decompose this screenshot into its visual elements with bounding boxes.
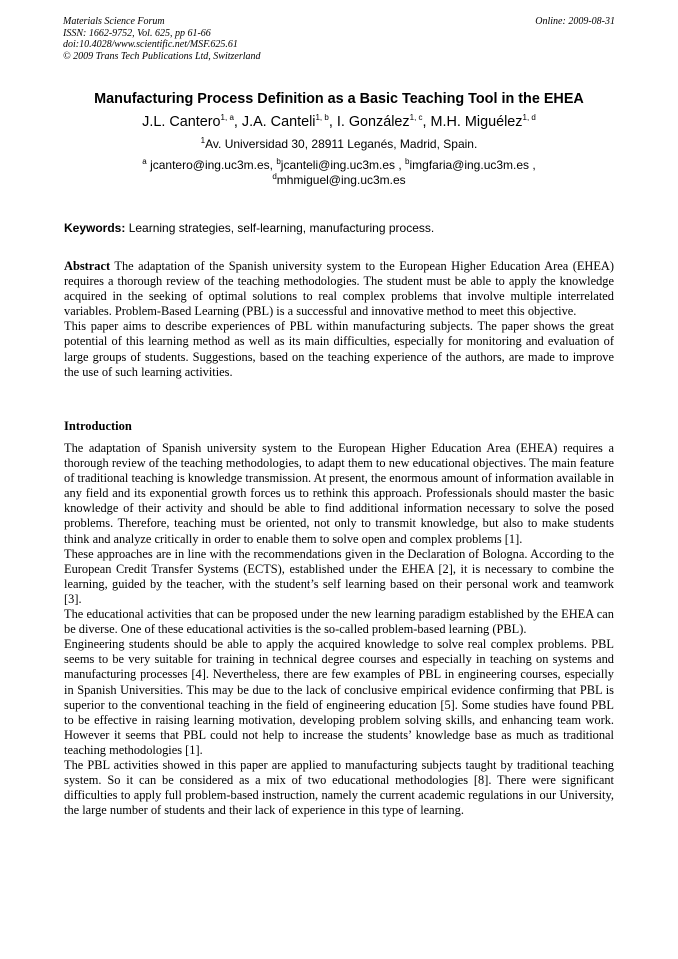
abstract-paragraph — [64, 259, 614, 319]
keywords-text: Learning strategies, self-learning, manufacturing process. — [128, 221, 435, 235]
author-name: J.L. Cantero — [142, 114, 221, 130]
author-name: J.A. Canteli — [241, 114, 316, 130]
keywords — [64, 221, 616, 235]
journal-issn: ISSN: 1662-9752, Vol. 625, pp 61-66 — [63, 27, 211, 39]
journal-name: Materials Science Forum — [63, 16, 165, 27]
author-sup: 1, d — [522, 113, 536, 123]
email-sup: d — [272, 172, 277, 181]
author-list: J.L. Cantero$^{1, a}$, J.A. Canteli$^{1, b}$, I. González$^{1, c}$, M.H. Miguélez$^{1, d}$ — [142, 113, 536, 130]
intro-paragraph: Engineering students should be able to apply the acquired knowledge to solve real complex problems. PBL seems to be very suitable for training in technical degree courses and especially in teaching on systems and manufacturing processes [4]. Nevertheless, there are few examples of PBL in engineering courses, especially in Spanish Universities. This may be due to the lack of conclusive empirical evidence confirming that PBL is superior to the conventional teaching in the field of engineering education [5]. Some studies have found PBL to be effective in raising learning motivation, developing problem solving skills, and enhancing team work. However it seems that PBL could not help to increase the students’ knowledge base as much as traditional teaching methodologies [1]. — [64, 637, 614, 757]
email-sup: b — [276, 157, 281, 166]
author-sup: 1, a — [220, 113, 234, 123]
affiliation — [30, 137, 648, 151]
email-address: jcantero@ing.uc3m.es, — [150, 158, 273, 172]
author-name: M.H. Miguélez — [430, 114, 523, 130]
paper-title: Manufacturing Process Definition as a Basic Teaching Tool in the EHEA — [94, 91, 584, 107]
author-sup: 1, c — [409, 113, 423, 123]
email-address: jcanteli@ing.uc3m.es , — [280, 158, 402, 172]
section-heading: Introduction — [64, 419, 132, 433]
email-list — [30, 158, 648, 188]
abstract-paragraph: This paper aims to describe experiences of PBL within manufacturing subjects. The paper shows the great potential of this learning method as well as its main difficulties, especially for monitoring and evaluation of large groups of students. Suggestions, based on the teaching experience of the authors, are made to improve the use of such learning activities. — [64, 319, 614, 379]
abstract-label: Abstract — [64, 259, 111, 273]
abstract — [64, 259, 614, 380]
intro-paragraph: The adaptation of Spanish university system to the European Higher Education Area (EHEA) requires a thorough review of the teaching methodologies, to adapt them to new educational objectives. The main feature of traditional teaching is knowledge transmission. At present, the enormous amount of information available in any field and its exponential growth forces us to rethink this approach. Professionals should master the basic knowledge of their activity and should be able to find additional information necessary to solve the posed problems. Therefore, teaching must be oriented, not only to transmit knowledge, but also to make students think and analyze critically in order to enable them to solve open and complex problems [1]. — [64, 441, 614, 546]
affiliation-text: Av. Universidad 30, 28911 Leganés, Madrid, Spain. — [205, 137, 478, 151]
abstract-text: The adaptation of the Spanish university system to the European Higher Education Area (EHEA) requires a thorough review of the teaching methodologies. The student must be able to apply the knowledge acquired in the seeking of optimal solutions to real complex problems that involve multiple interrelated variables. Problem-Based Learning (PBL) is a successful and innovative method to meet this objective. — [64, 259, 614, 319]
journal-header — [63, 16, 615, 62]
affiliation-sup: 1 — [200, 136, 206, 145]
introduction-body — [64, 441, 614, 818]
email-sup: b — [405, 157, 410, 166]
author-name: I. González — [336, 114, 410, 130]
intro-paragraph: These approaches are in line with the recommendations given in the Declaration of Bologna. According to the European Credit Transfer Systems (ECTS), established under the EHEA [2], it is necessary to combine the learning, guided by the teacher, with the student’s self learning based on their personal work and teamwork [3]. — [64, 546, 614, 606]
journal-copyright: © 2009 Trans Tech Publications Ltd, Switzerland — [63, 50, 261, 62]
author-sup: 1, b — [315, 113, 329, 123]
online-date: Online: 2009-08-31 — [535, 16, 615, 27]
email-address: imgfaria@ing.uc3m.es , — [409, 158, 536, 172]
email-sup: a — [142, 157, 147, 166]
intro-paragraph: The PBL activities showed in this paper are applied to manufacturing subjects taught by traditional teaching system. So it can be considered as a mix of two educational methodologies [8]. There were significant difficulties to apply full problem-based instruction, namely the current academic regulations in our University, the large number of students and their lack of experience in this type of learning. — [64, 757, 614, 818]
journal-doi: doi:10.4028/www.scientific.net/MSF.625.61 — [63, 39, 238, 50]
keywords-label: Keywords: — [64, 221, 126, 235]
intro-paragraph: The educational activities that can be proposed under the new learning paradigm established by the EHEA can be diverse. One of these educational activities is the so-called problem-based learning (PBL). — [64, 607, 614, 637]
email-address: mhmiguel@ing.uc3m.es — [276, 173, 406, 187]
